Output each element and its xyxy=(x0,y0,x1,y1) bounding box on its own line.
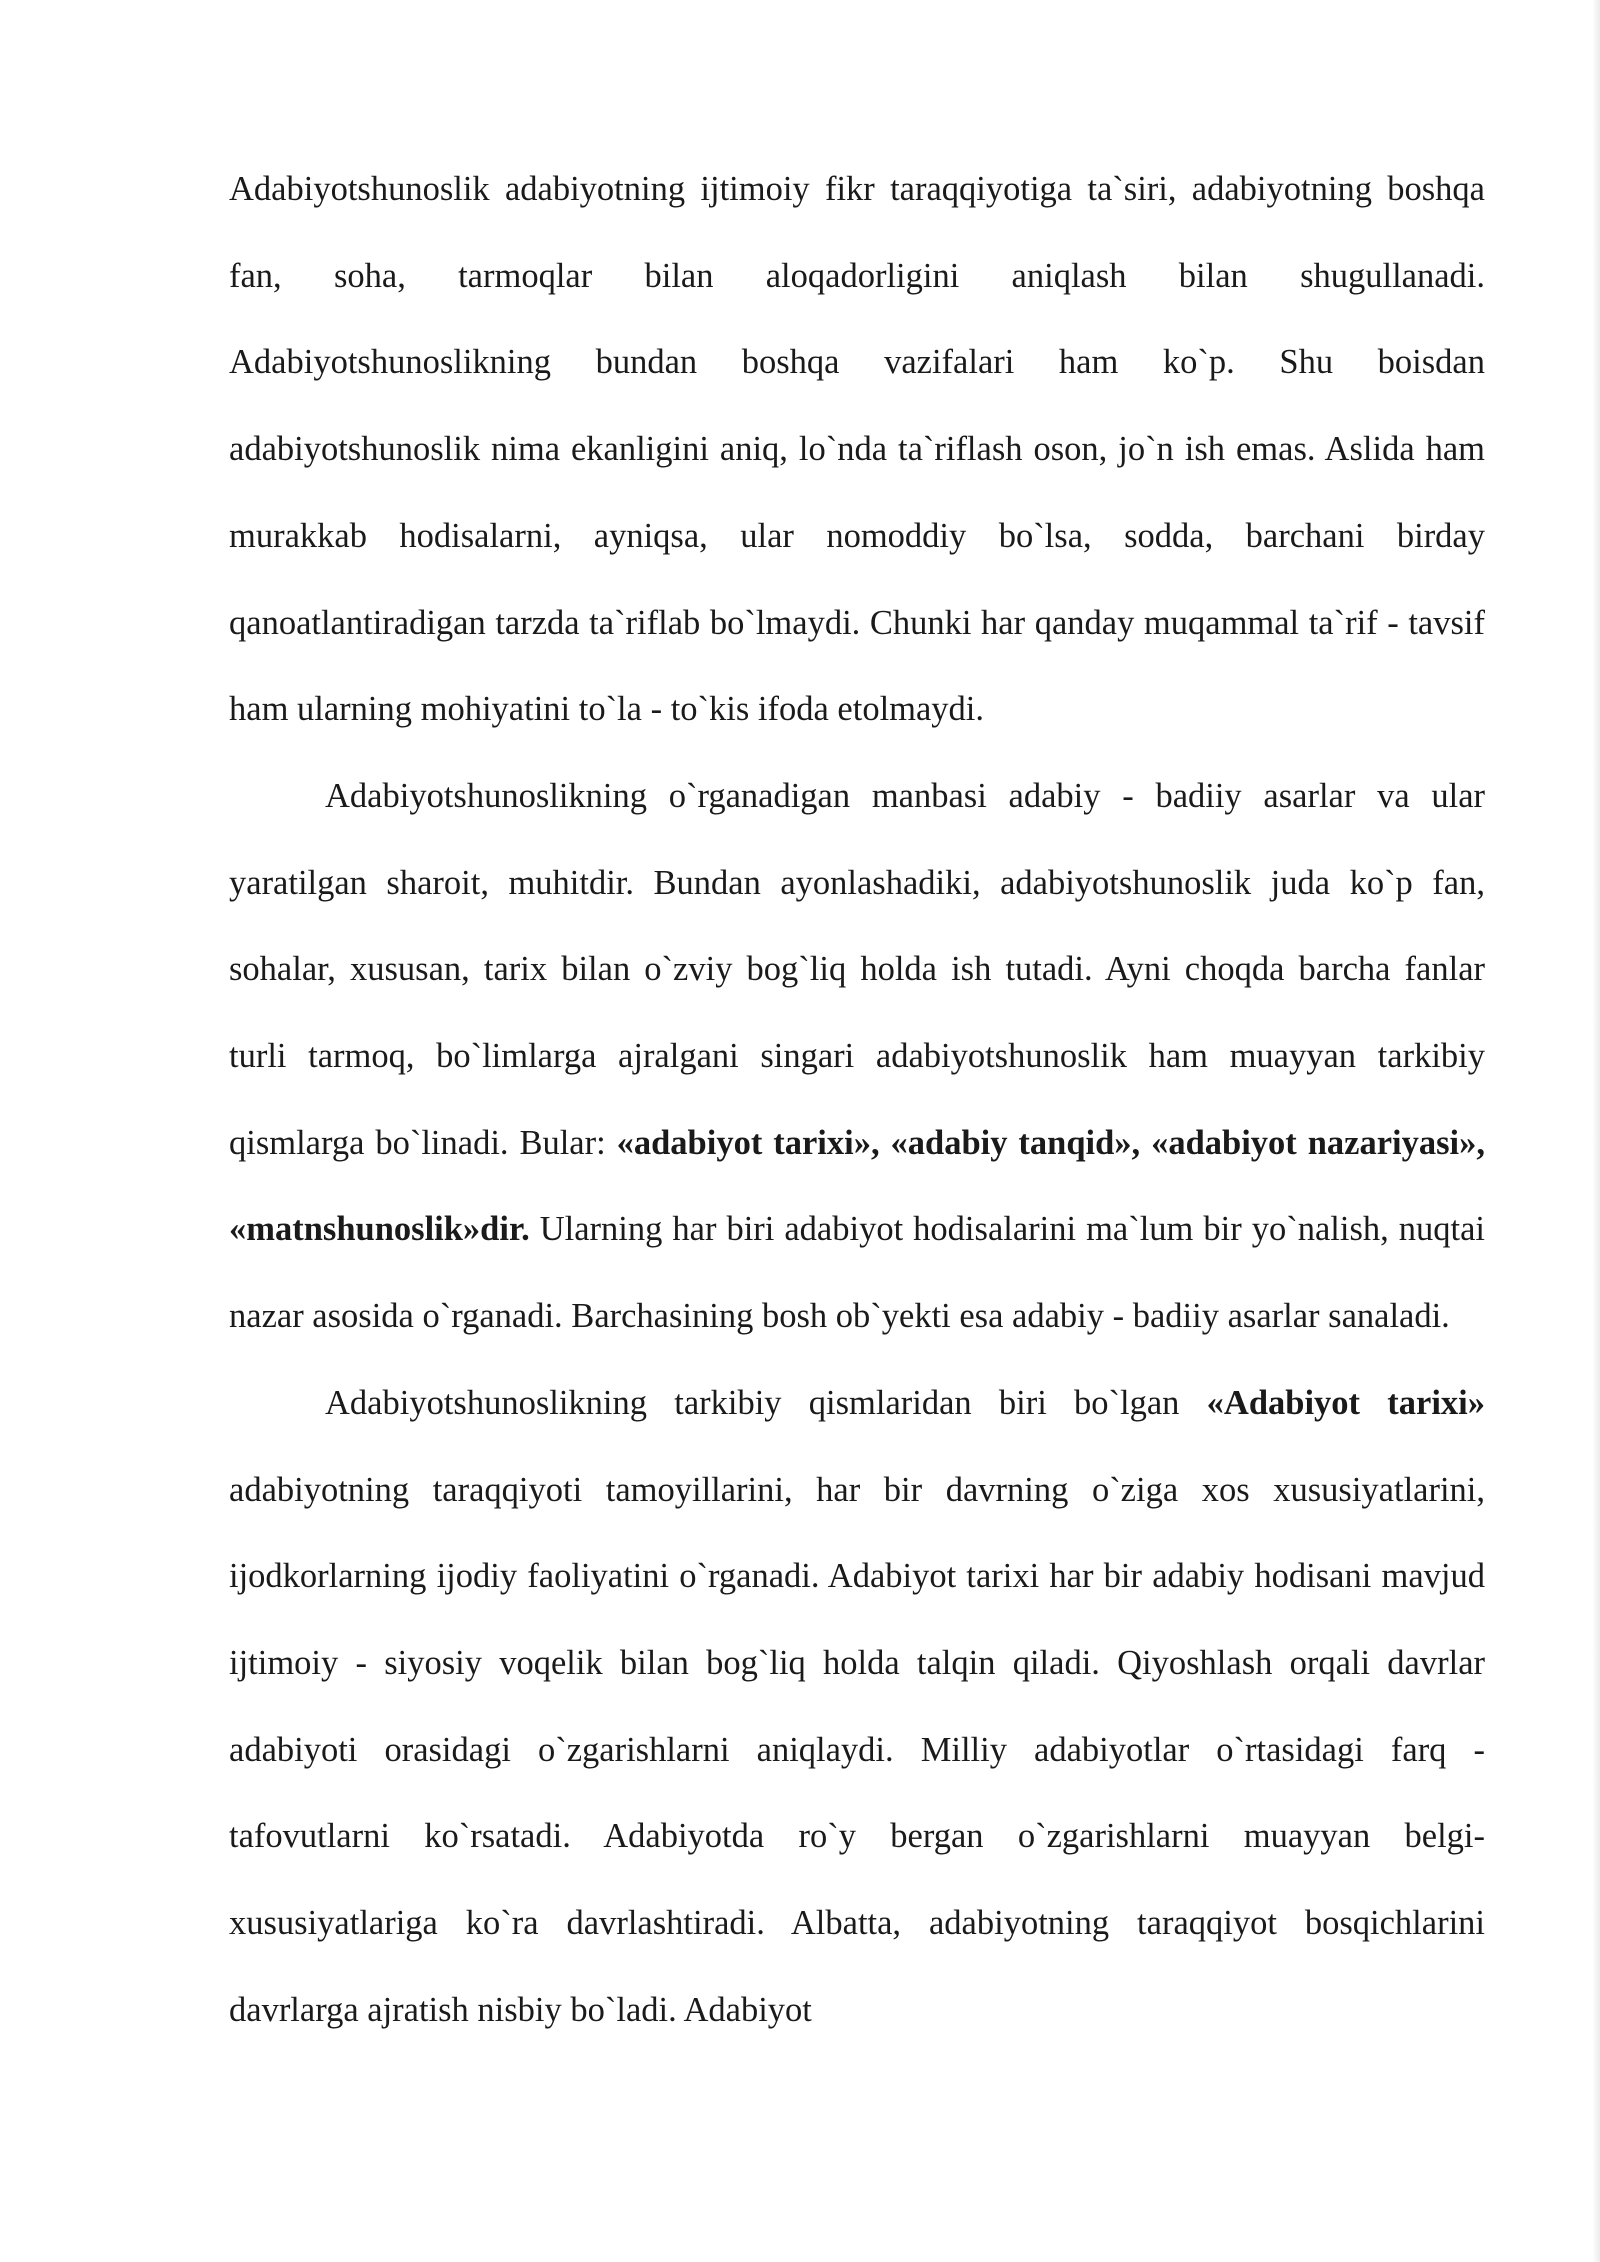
paragraph-3-bold-term: «Adabiyot tarixi» xyxy=(1206,1383,1485,1422)
paragraph-2 xyxy=(229,753,1485,1360)
paragraph-1 xyxy=(229,146,1485,753)
paragraph-1-text: Adabiyotshunoslik adabiyotning ijtimoiy fikr taraqqiyotiga ta`siri, adabiyotning boshqa fan, soha, tarmoqlar bilan aloqadorligini aniqlash bilan shugullanadi. Adabiyotshunoslikning bundan boshqa vazifalari ham ko`p. Shu boisdan adabiyotshunoslik nima ekanligini aniq, lo`nda ta`riflash oson, jo`n ish emas. Aslida ham murakkab hodisalarni, ayniqsa, ular nomoddiy bo`lsa, sodda, barchani birday qanoatlantiradigan tarzda ta`riflab bo`lmaydi. Chunki har qanday muqammal ta`rif - tavsif ham ularning mohiyatini to`la - to`kis ifoda etolmaydi. xyxy=(229,170,1485,729)
paragraph-2-bold-terms: «adabiyot tarixi», «adabiy tanqid», «adabiyot nazariyasi», «matnshunoslik»dir. xyxy=(229,1123,1486,1249)
document-body xyxy=(229,146,1485,2053)
paragraph-2-text-part-2: Ularning har biri adabiyot hodisalarini ma`lum bir yo`nalish, nuqtai nazar asosida o`rganadi. Barchasining bosh ob`yekti esa adabiy - badiiy asarlar sanaladi. xyxy=(229,1210,1485,1336)
paragraph-3 xyxy=(229,1360,1485,2054)
paragraph-3-text-part-1: Adabiyotshunoslikning tarkibiy qismlaridan biri bo`lgan xyxy=(325,1383,1207,1422)
page-edge-shadow xyxy=(1592,0,1600,2262)
paragraph-2-text-part-1: Adabiyotshunoslikning o`rganadigan manbasi adabiy - badiiy asarlar va ular yaratilgan sharoit, muhitdir. Bundan ayonlashadiki, adabiyotshunoslik juda ko`p fan, sohalar, xususan, tarix bilan o`zviy bog`liq holda ish tutadi. Ayni choqda barcha fanlar turli tarmoq, bo`limlarga ajralgani singari adabiyotshunoslik ham muayyan tarkibiy qismlarga bo`linadi. Bular: xyxy=(229,776,1485,1162)
paragraph-3-text-part-2: adabiyotning taraqqiyoti tamoyillarini, har bir davrning o`ziga xos xususiyatlarini, ijodkorlarning ijodiy faoliyatini o`rganadi. Adabiyot tarixi har bir adabiy hodisani mavjud ijtimoiy - siyosiy voqelik bilan bog`liq holda talqin qiladi. Qiyoshlash orqali davrlar adabiyoti orasidagi o`zgarishlarni aniqlaydi. Milliy adabiyotlar o`rtasidagi farq - tafovutlarni ko`rsatadi. Adabiyotda ro`y bergan o`zgarishlarni muayyan belgi-xususiyatlariga ko`ra davrlashtiradi. Albatta, adabiyotning taraqqiyot bosqichlarini davrlarga ajratish nisbiy bo`ladi. Adabiyot xyxy=(229,1470,1485,2029)
